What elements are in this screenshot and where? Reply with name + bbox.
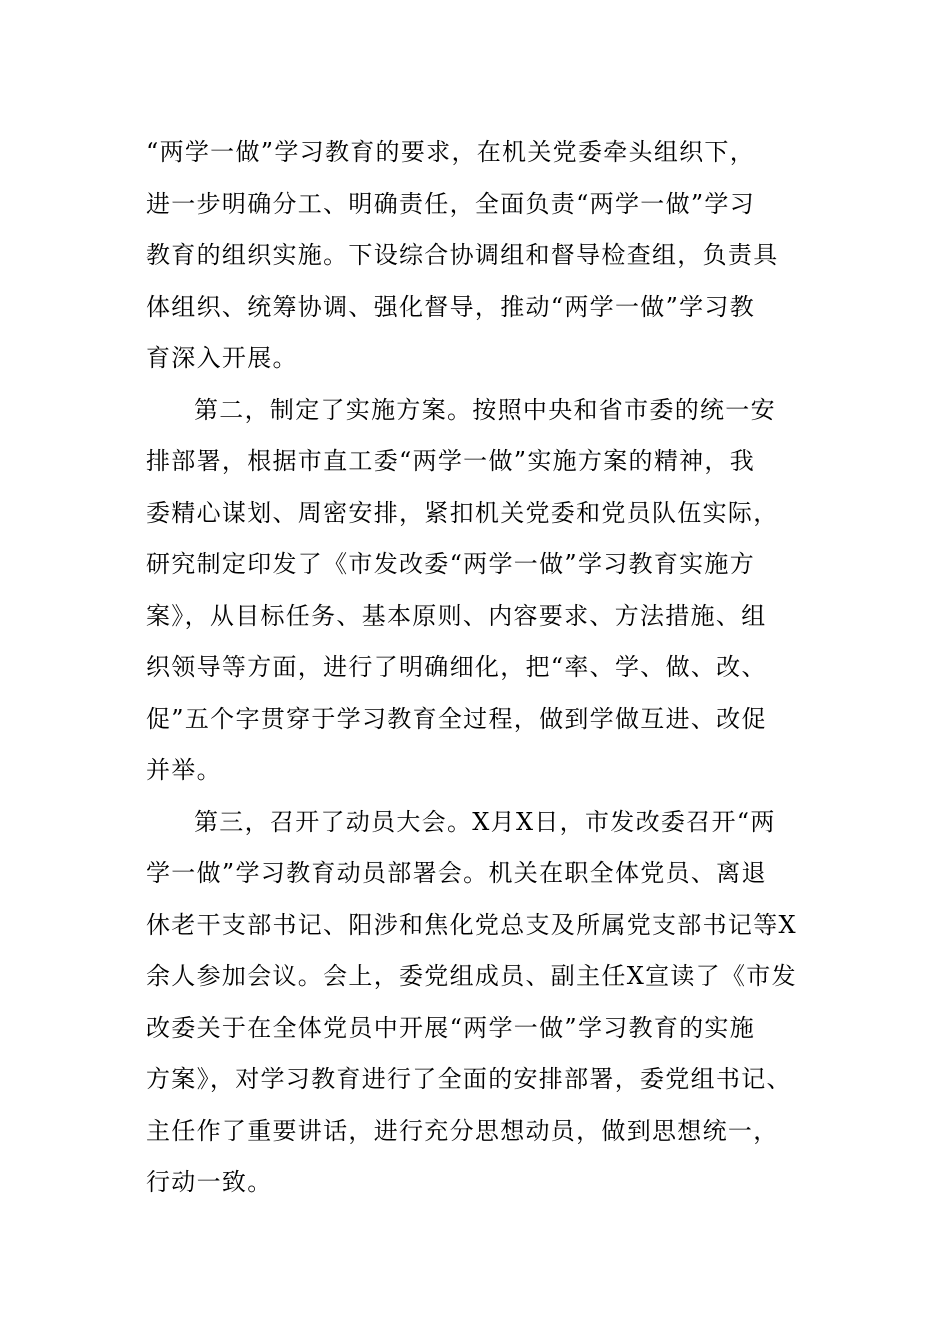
text-line: 案》，从目标任务、基本原则、内容要求、方法措施、组 (146, 601, 767, 630)
text-line: 改委关于在全体党员中开展“两学一做”学习教育的实施 (146, 1013, 756, 1042)
text-line: “两学一做”学习教育的要求，在机关党委牵头组织下， (146, 138, 756, 166)
paragraph-1 (146, 127, 811, 385)
text-line: 方案》，对学习教育进行了全面的安排部署，委党组书记、 (146, 1065, 792, 1093)
text-line: 第二，制定了实施方案。按照中央和省市委的统一安 (194, 395, 776, 424)
text-line: 体组织、统筹协调、强化督导，推动“两学一做”学习教 (146, 292, 756, 321)
text-line: 研究制定印发了《市发改委“两学一做”学习教育实施方 (146, 550, 756, 578)
text-line: 育深入开展。 (146, 344, 298, 372)
paragraph-3 (146, 797, 811, 1209)
document-body (146, 127, 811, 1209)
text-line: 教育的组织实施。下设综合协调组和督导检查组，负责具 (146, 241, 779, 269)
text-line: 行动一致。 (146, 1168, 273, 1196)
text-line: 进一步明确分工、明确责任，全面负责“两学一做”学习 (146, 189, 756, 218)
text-line: 休老干支部书记、阳涉和焦化党总支及所属党支部书记等X (146, 910, 797, 939)
text-line: 排部署，根据市直工委“两学一做”实施方案的精神，我 (146, 447, 756, 475)
paragraph-2 (146, 385, 811, 797)
text-line: 织领导等方面，进行了明确细化，把“率、学、做、改、 (146, 653, 767, 681)
text-line: 余人参加会议。会上，委党组成员、副主任X宣读了《市发 (146, 962, 797, 990)
text-line: 第三，召开了动员大会。X月X日，市发改委召开“两 (194, 807, 776, 836)
text-line: 学一做”学习教育动员部署会。机关在职全体党员、离退 (146, 859, 767, 887)
text-line: 委精心谋划、周密安排，紧扣机关党委和党员队伍实际， (146, 498, 779, 527)
text-line: 并举。 (146, 756, 222, 784)
text-line: 主任作了重要讲话，进行充分思想动员，做到思想统一， (146, 1116, 779, 1145)
text-line: 促”五个字贯穿于学习教育全过程，做到学做互进、改促 (146, 704, 767, 733)
